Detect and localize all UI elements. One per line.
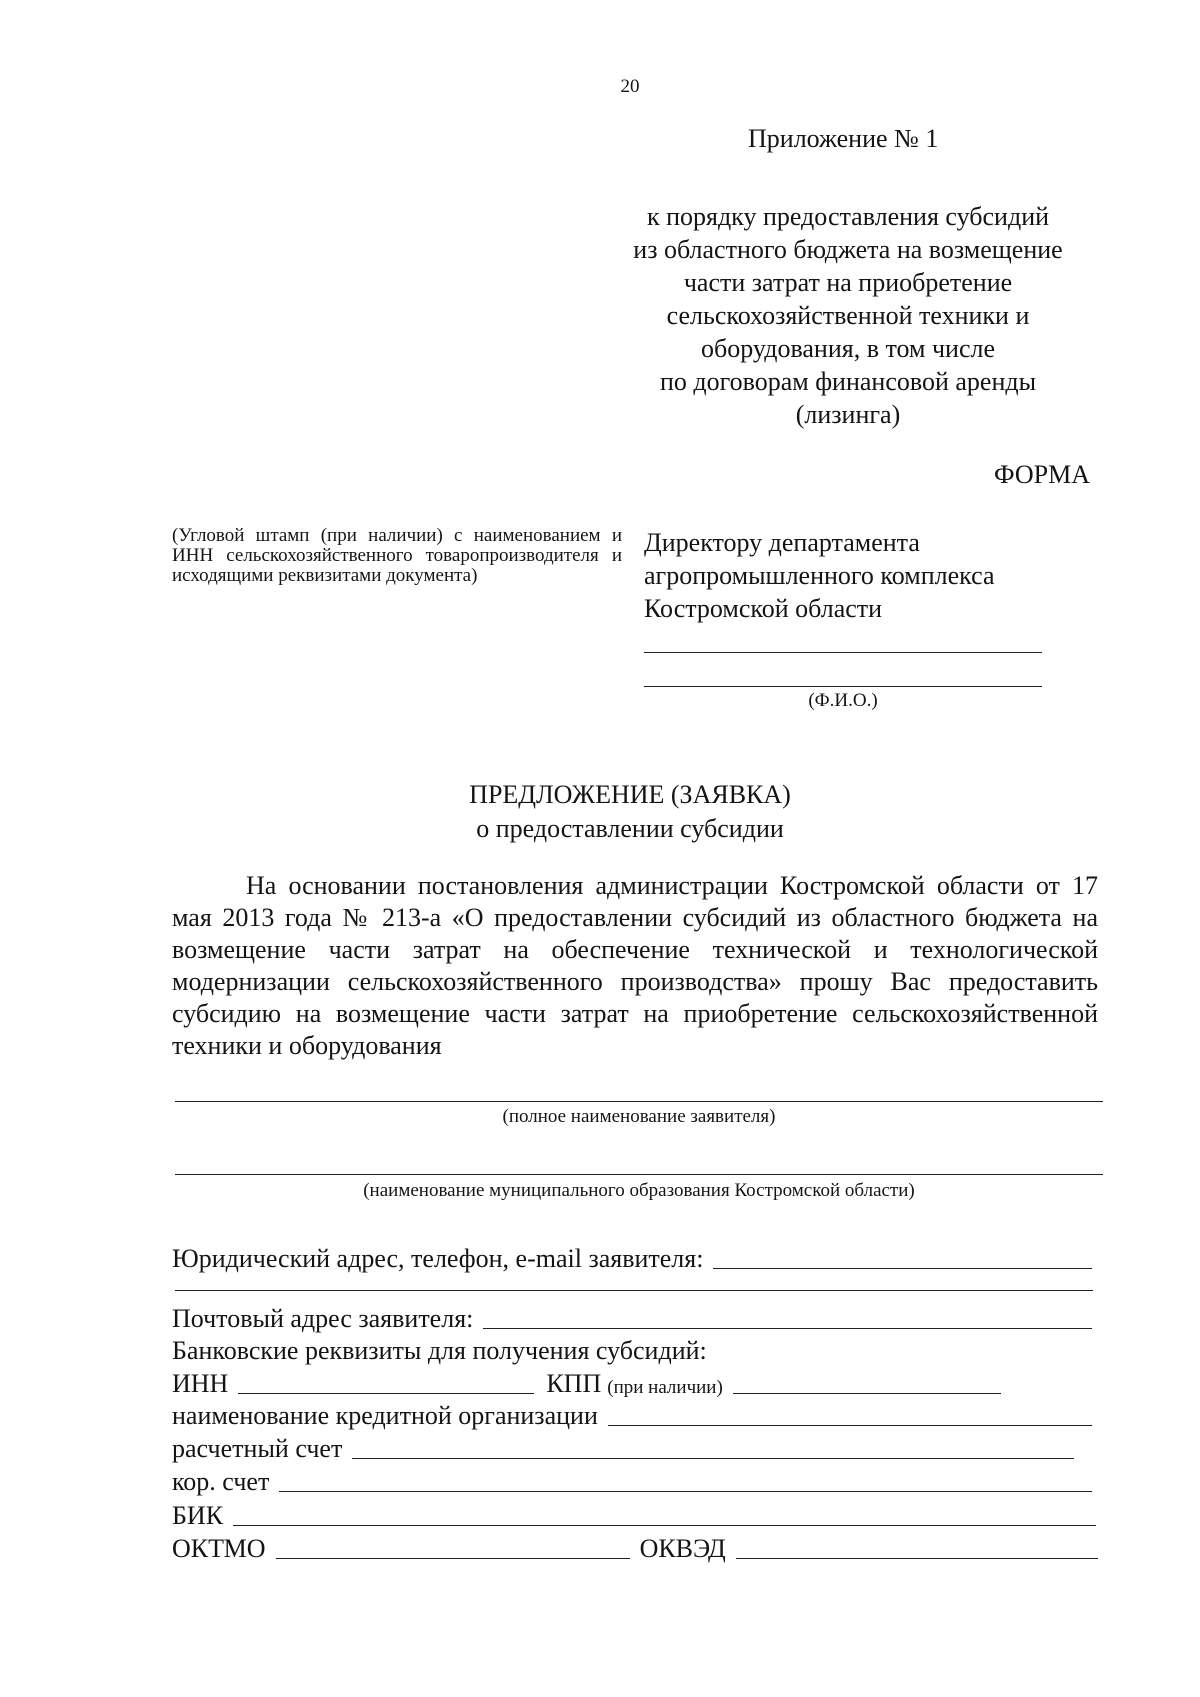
- settlement-account-input-line[interactable]: [352, 1458, 1074, 1459]
- corr-account-row: [172, 1463, 1096, 1497]
- document-title: [0, 778, 1200, 846]
- appendix-title: Приложение № 1: [748, 124, 939, 153]
- inn-label: ИНН: [172, 1369, 229, 1398]
- addressee-line: Директору департамента: [644, 528, 920, 557]
- municipality-caption: (наименование муниципального образования Костромской области): [363, 1180, 915, 1201]
- bank-details-label: Банковские реквизиты для получения субсидий:: [172, 1336, 707, 1365]
- addressee-line: Костромской области: [644, 594, 883, 623]
- inn-input-line[interactable]: [238, 1393, 534, 1394]
- settlement-account-row: [172, 1430, 1078, 1464]
- addressee-fio-line-1[interactable]: [644, 652, 1042, 653]
- appendix-subtitle-line: к порядку предоставления субсидий: [646, 202, 1050, 231]
- bik-label: БИК: [172, 1501, 224, 1530]
- corr-account-label: кор. счет: [172, 1467, 270, 1496]
- oktmo-okved-row: [172, 1530, 1102, 1564]
- fio-caption: (Ф.И.О.): [808, 690, 878, 711]
- postal-address-input-line[interactable]: [483, 1328, 1092, 1329]
- oktmo-label: ОКТМО: [172, 1534, 266, 1563]
- corr-account-input-line[interactable]: [279, 1491, 1092, 1492]
- postal-address-label: Почтовый адрес заявителя:: [172, 1304, 474, 1333]
- addressee-line: агропромышленного комплекса: [644, 561, 995, 590]
- kpp-input-line[interactable]: [733, 1393, 1001, 1394]
- legal-address-extra-line[interactable]: [175, 1290, 1093, 1291]
- applicant-name-line[interactable]: [175, 1101, 1103, 1102]
- applicant-name-caption: (полное наименование заявителя): [502, 1106, 776, 1127]
- appendix-subtitle-line: сельскохозяйственной техники и: [666, 301, 1030, 330]
- corner-stamp-note: (Угловой штамп (при наличии) с наименованием и ИНН сельскохозяйственного товаропроизводителя и исходящими реквизитами документа): [172, 525, 622, 586]
- inn-kpp-row: [172, 1365, 1096, 1399]
- bank-details-row: [172, 1332, 1096, 1366]
- bik-input-line[interactable]: [233, 1525, 1096, 1526]
- body-paragraph: На основании постановления администрации Костромской области от 17 мая 2013 года № 213-а «О предоставлении субсидий из областного бюджета на возмещение части затрат на обеспечение технической и технологической модернизации сельскохозяйственного производства» прошу Вас предоставить субсидию на возмещение части затрат на приобретение сельскохозяйственной техники и оборудования: [172, 871, 1098, 1060]
- bank-name-input-line[interactable]: [608, 1425, 1092, 1426]
- document-title-sub: о предоставлении субсидии: [476, 814, 784, 843]
- addressee-fio-line-2[interactable]: [644, 686, 1042, 687]
- appendix-subtitle-line: из областного бюджета на возмещение: [633, 235, 1063, 264]
- bik-row: [172, 1497, 1100, 1531]
- okved-label: ОКВЭД: [639, 1534, 726, 1563]
- appendix-subtitle-line: (лизинга): [795, 400, 901, 429]
- form-label: ФОРМА: [994, 460, 1090, 489]
- legal-address-input-line[interactable]: [713, 1268, 1092, 1269]
- appendix-subtitle: [598, 200, 1098, 431]
- bank-name-label: наименование кредитной организации: [172, 1401, 598, 1430]
- kpp-note: (при наличии): [607, 1377, 723, 1398]
- document-title-main: ПРЕДЛОЖЕНИЕ (ЗАЯВКА): [469, 780, 791, 809]
- settlement-account-label: расчетный счет: [172, 1434, 343, 1463]
- legal-address-label: Юридический адрес, телефон, e-mail заявителя:: [172, 1244, 704, 1273]
- okved-input-line[interactable]: [736, 1558, 1098, 1559]
- appendix-subtitle-line: по договорам финансовой аренды: [659, 367, 1037, 396]
- legal-address-row: [172, 1240, 1096, 1274]
- page-number: 20: [620, 76, 640, 97]
- municipality-line[interactable]: [175, 1174, 1103, 1175]
- appendix-subtitle-line: части затрат на приобретение: [683, 268, 1013, 297]
- appendix-subtitle-line: оборудования, в том числе: [700, 334, 996, 363]
- oktmo-input-line[interactable]: [276, 1558, 630, 1559]
- bank-name-row: [172, 1397, 1096, 1431]
- postal-address-row: [172, 1300, 1096, 1334]
- kpp-label: КПП: [546, 1369, 602, 1398]
- addressee-block: [644, 526, 995, 625]
